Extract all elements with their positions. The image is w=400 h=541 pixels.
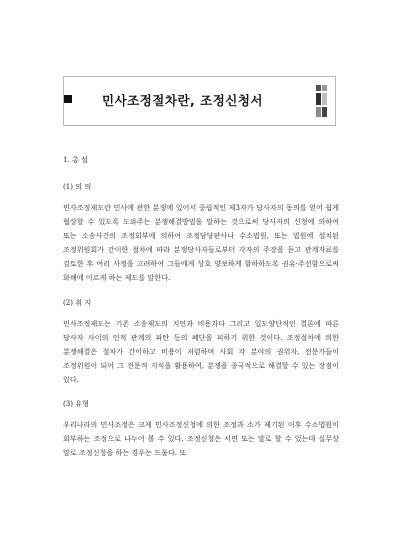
- subsection-heading-purpose: (2) 취 지: [63, 297, 92, 307]
- subsection-heading-types: (3) 유형: [63, 399, 90, 409]
- subsection-heading-definition: (1) 의 의: [63, 182, 92, 191]
- paragraph-purpose: 민사조정제도는 기존 소송제도의 지연과 비용과다 그리고 일도양단적인 결론에 따른 당사자 사이의 인적 관계의 파탄 등의 폐단을 피하기 위한 것이다. 조정절차에 의한 분쟁해결은 절차가 간이하고 비용이 저렴하며 사회 각 분야의 권위자, 전문가들이 조정위원이 되어 그 전문적 지식을 활용하여, 분쟁을 종국적으로 해결할 수 있는 장점이 있다.: [63, 318, 339, 384]
- paragraph-types: 우리나라의 민사조정은 크게 민사조정신청에 의한 조정과 소가 제기된 이후 수소법원이 회부하는 조정으로 나누어 볼 수 있다. 조정신청은 서면 또는 말로 할 수 있는데 실무상 말로 조정신청을 하는 경우는 드물다. 또: [63, 420, 339, 458]
- document-title: 민사조정절차란, 조정신청서: [102, 93, 264, 108]
- decorative-blocks-icon: [316, 85, 328, 118]
- document-body: [63, 155, 339, 472]
- title-bullet-icon: [64, 95, 72, 103]
- paragraph-definition: 민사조정제도란 민사에 관한 분쟁에 있어서 중립적인 제3자가 당사자의 동의를 얻어 쉽게 협상할 수 있도록 도와주는 분쟁해결방법을 말하는 것으로써 당사자의 신청에 의하여 또는 소송사건의 조정회부에 의하여 조정담당판사나 수소법원, 또는 법원에 설치된 조정위원회가 간이한 절차에 따라 분쟁당사자들로부터 각자의 주장을 듣고 관계자료를 검토한 후 여러 사정을 고려하여 그들에게 상호 양보하게 함하하도록 권유·주선함으로써 화해에 이르게 하는 제도를 말한다.: [63, 203, 339, 283]
- section-heading: 1. 총 설: [63, 155, 88, 164]
